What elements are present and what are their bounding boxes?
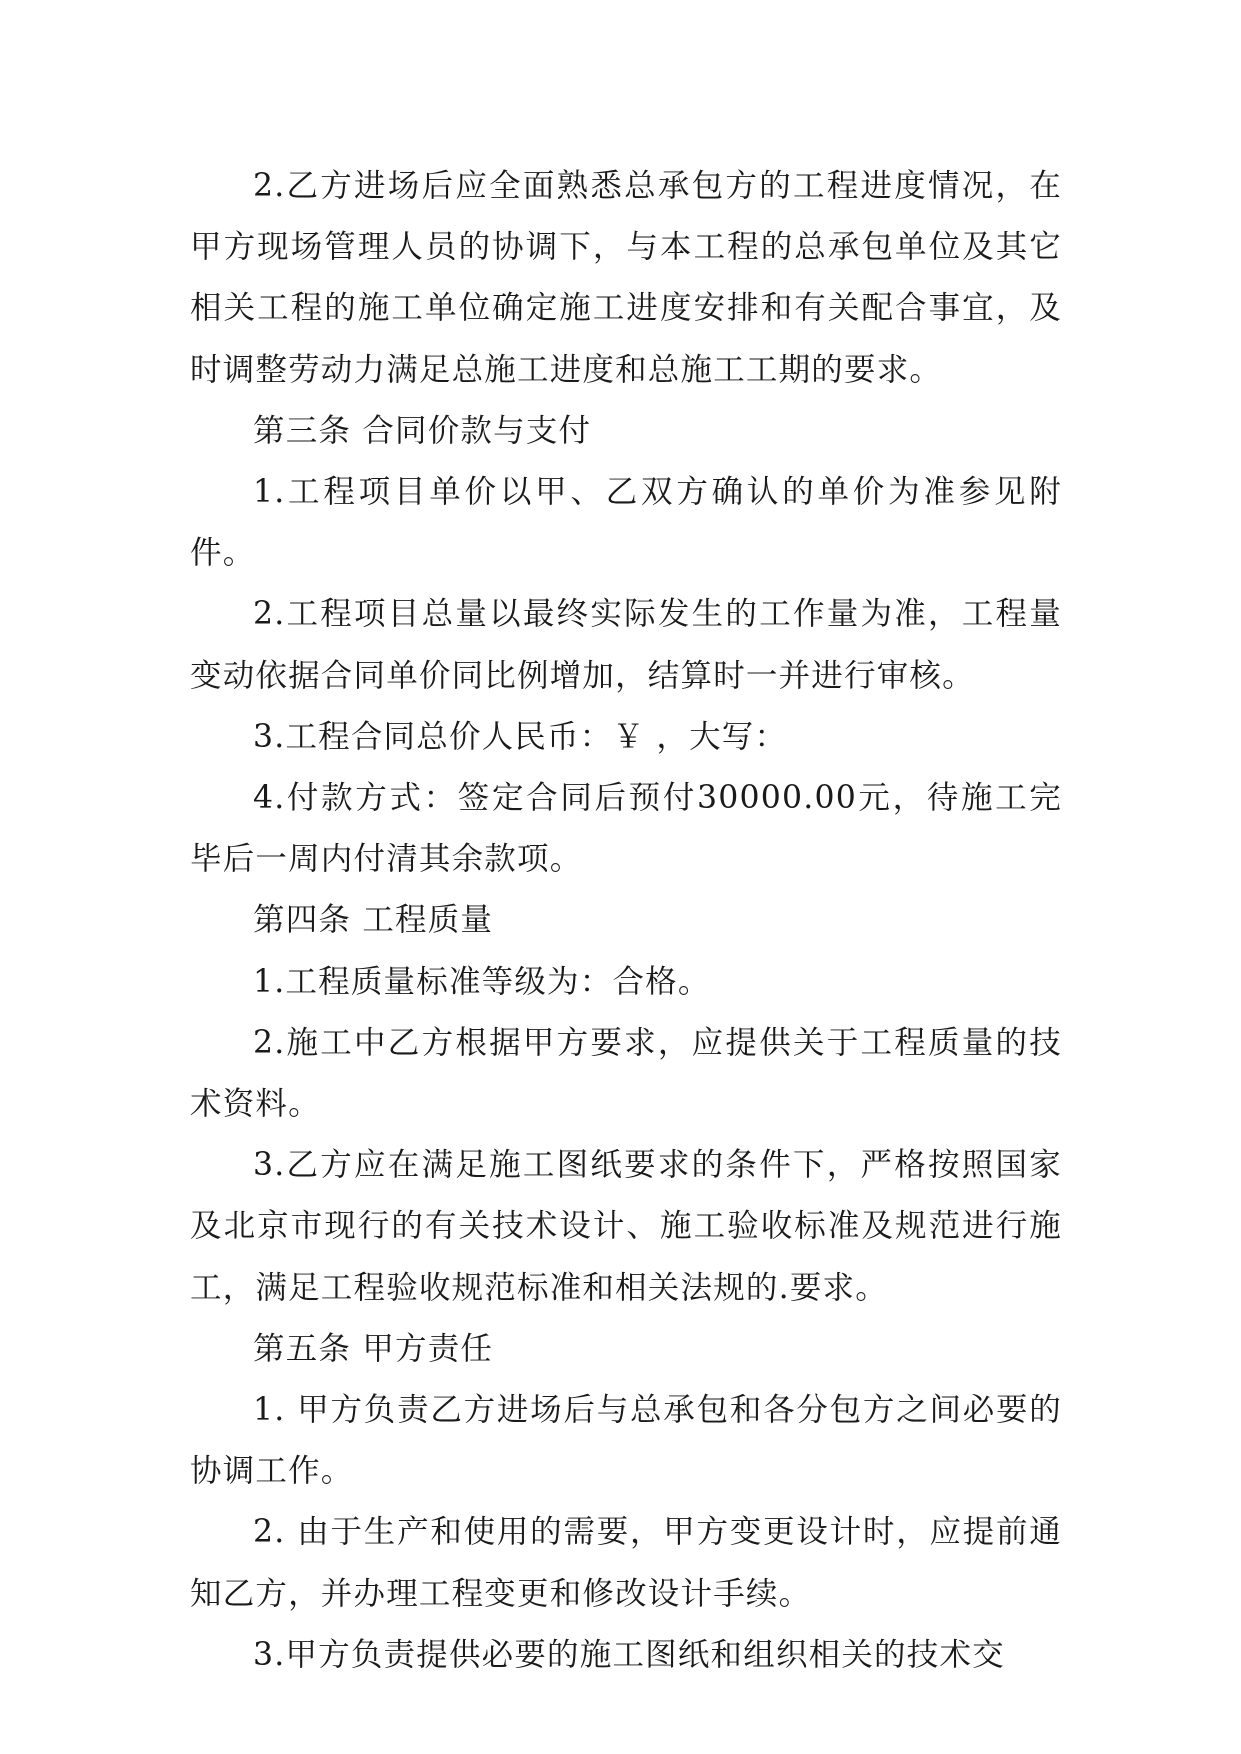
paragraph-technical-documents: 2.施工中乙方根据甲方要求，应提供关于工程质量的技术资料。 bbox=[190, 1024, 1062, 1123]
article-three-heading: 第三条 合同价款与支付 bbox=[253, 412, 592, 449]
paragraph-construction-standards: 3.乙方应在满足施工图纸要求的条件下，严格按照国家及北京市现行的有关技术设计、施工验收标准及规范进行施工，满足工程验收规范标准和相关法规的.要求。 bbox=[190, 1147, 1062, 1306]
paragraph-quality-grade: 1.工程质量标准等级为：合格。 bbox=[253, 963, 711, 1000]
paragraph-progress-coordination: 2.乙方进场后应全面熟悉总承包方的工程进度情况，在甲方现场管理人员的协调下，与本工程的总承包单位及其它相关工程的施工单位确定施工进度安排和有关配合事宜，及时调整劳动力满足总施工进度和总施工工期的要求。 bbox=[190, 168, 1062, 388]
paragraph-design-change: 2. 由于生产和使用的需要，甲方变更设计时，应提前通知乙方，并办理工程变更和修改设计手续。 bbox=[190, 1514, 1062, 1612]
article-five-heading: 第五条 甲方责任 bbox=[253, 1330, 494, 1367]
contract-body bbox=[190, 156, 1062, 1686]
paragraph-unit-price: 1.工程项目单价以甲、乙双方确认的单价为准参见附件。 bbox=[190, 474, 1062, 572]
paragraph-total-price: 3.工程合同总价人民币：￥ ，大写： bbox=[253, 718, 788, 755]
article-four-heading: 第四条 工程质量 bbox=[253, 902, 494, 939]
paragraph-payment-method: 4.付款方式：签定合同后预付30000.00元，待施工完毕后一周内付清其余款项。 bbox=[190, 780, 1062, 878]
paragraph-drawings-provision: 3.甲方负责提供必要的施工图纸和组织相关的技术交 bbox=[253, 1636, 1005, 1673]
paragraph-total-quantity: 2.工程项目总量以最终实际发生的工作量为准，工程量变动依据合同单价同比例增加，结算时一并进行审核。 bbox=[190, 596, 1062, 694]
paragraph-party-a-coordination: 1. 甲方负责乙方进场后与总承包和各分包方之间必要的协调工作。 bbox=[190, 1392, 1062, 1490]
